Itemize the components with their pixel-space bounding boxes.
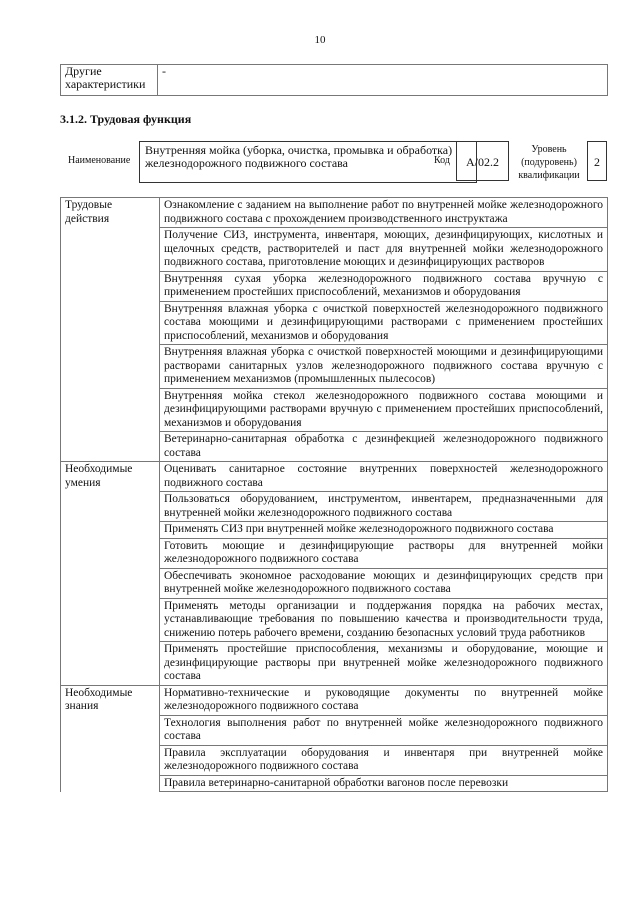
table-row [61, 598, 608, 642]
section-label-cell [61, 715, 160, 745]
other-characteristics-table [60, 64, 608, 96]
section-label-cell [61, 598, 160, 642]
section-label-cell [61, 775, 160, 792]
qualification-level: 2 [587, 141, 607, 181]
table-cell: Применять методы организации и поддержания порядка на рабочих местах, устанавливающие требования по повышению качества и производительности труда, снижению потерь рабочего времени, созданию безопасных условий труда работников [160, 598, 608, 642]
table-row [61, 715, 608, 745]
section-label-cell [61, 492, 160, 522]
other-characteristics-value: - [158, 65, 608, 96]
section-label-cell [61, 538, 160, 568]
table-cell: Готовить моющие и дезинфицирующие растворы для внутренней мойки железнодорожного подвижного состава [160, 538, 608, 568]
code-label: Код [434, 155, 450, 166]
table-row [61, 685, 608, 715]
section-label-cell [61, 432, 160, 462]
table-cell: Ветеринарно-санитарная обработка с дезинфекцией железнодорожного подвижного состава [160, 432, 608, 462]
table-cell: Обеспечивать экономное расходование моющих и дезинфицирующих средств при внутренней мойке железнодорожного подвижного состава [160, 568, 608, 598]
table-cell: Правила эксплуатации оборудования и инвентаря при внутренней мойке железнодорожного подвижного состава [160, 745, 608, 775]
table-row [61, 198, 608, 228]
section-label-cell: Необходимые умения [61, 462, 160, 492]
table-row [61, 745, 608, 775]
table-cell: Применять простейшие приспособления, механизмы и оборудование, моющие и дезинфицирующие растворы при внутренней мойке железнодорожного подвижного состава [160, 642, 608, 686]
table-row [61, 345, 608, 389]
table-cell: Внутренняя влажная уборка с очисткой поверхностей железнодорожного подвижного состава моющими и дезинфицирующими растворами с применением простейших приспособлений, механизмов и оборудования [160, 301, 608, 345]
table-row [61, 538, 608, 568]
function-code: A/02.2 [456, 141, 509, 181]
other-characteristics-label: Другие характеристики [61, 65, 158, 96]
section-label-cell: Трудовые действия [61, 198, 160, 228]
page-number: 10 [314, 34, 326, 46]
table-cell: Правила ветеринарно-санитарной обработки вагонов после перевозки [160, 775, 608, 792]
section-label-cell [61, 522, 160, 539]
section-label-cell [61, 301, 160, 345]
table-row [61, 568, 608, 598]
table-row [61, 462, 608, 492]
table-cell: Внутренняя мойка стекол железнодорожного подвижного состава моющими и дезинфицирующими растворами вручную с применением простейших приспособлений, механизмов и оборудования [160, 388, 608, 432]
table-row [61, 65, 608, 96]
table-row [61, 388, 608, 432]
table-cell: Оценивать санитарное состояние внутренних поверхностей железнодорожного подвижного состава [160, 462, 608, 492]
table-cell: Технология выполнения работ по внутренней мойке железнодорожного подвижного состава [160, 715, 608, 745]
section-label-cell [61, 642, 160, 686]
table-row [61, 228, 608, 272]
table-cell: Внутренняя сухая уборка железнодорожного подвижного состава вручную с применением простейших приспособлений, механизмов и оборудования [160, 271, 608, 301]
level-label: Уровень (подуровень) квалификации [518, 144, 580, 181]
section-title: 3.1.2. Трудовая функция [60, 112, 192, 126]
table-cell: Ознакомление с заданием на выполнение работ по внутренней мойке железнодорожного подвижного состава с прохождением производственного инструктажа [160, 198, 608, 228]
section-label-cell [61, 345, 160, 389]
table-row [61, 301, 608, 345]
section-label-cell [61, 745, 160, 775]
function-name: Внутренняя мойка (уборка, очистка, промывка и обработка) железнодорожного подвижного состава [139, 141, 477, 183]
labor-function-header [60, 137, 608, 187]
table-row [61, 432, 608, 462]
table-row [61, 492, 608, 522]
table-row [61, 271, 608, 301]
section-label-cell [61, 568, 160, 598]
table-cell: Получение СИЗ, инструмента, инвентаря, моющих, дезинфицирующих, кислотных и щелочных средств, растворителей и паст для внутренней мойки железнодорожного подвижного состава, приготовление моющих и дезинфицирующих растворов [160, 228, 608, 272]
table-row [61, 775, 608, 792]
table-cell: Пользоваться оборудованием, инструментом, инвентарем, предназначенными для внутренней мойки железнодорожного подвижного состава [160, 492, 608, 522]
table-cell: Применять СИЗ при внутренней мойке железнодорожного подвижного состава [160, 522, 608, 539]
table-row [61, 642, 608, 686]
table-row [61, 522, 608, 539]
labor-function-table [60, 197, 608, 792]
table-cell: Нормативно-технические и руководящие документы по внутренней мойке железнодорожного подвижного состава [160, 685, 608, 715]
name-label: Наименование [68, 155, 131, 166]
section-label-cell [61, 228, 160, 272]
section-label-cell: Необходимые знания [61, 685, 160, 715]
table-cell: Внутренняя влажная уборка с очисткой поверхностей моющими и дезинфицирующими растворами санитарных узлов железнодорожного подвижного состава вручную с применением механизмов (промышленных пылесосов) [160, 345, 608, 389]
section-label-cell [61, 388, 160, 432]
section-label-cell [61, 271, 160, 301]
